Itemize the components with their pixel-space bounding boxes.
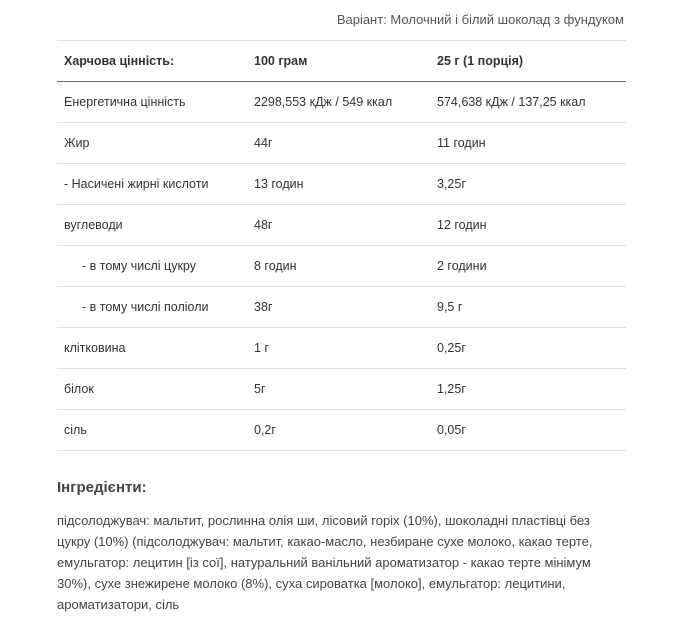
table-row [57,205,626,246]
table-row [57,82,626,123]
header-per-100g: 100 грам [247,41,430,82]
table-row [57,369,626,410]
table-row [57,410,626,451]
row-per-serving: 2 години [430,246,626,287]
row-per-100g: 5г [247,369,430,410]
ingredients-title: Інгредієнти: [57,479,147,496]
row-label: - Насичені жирні кислоти [57,164,247,205]
row-per-100g: 48г [247,205,430,246]
table-row [57,328,626,369]
row-label: клітковина [57,328,247,369]
row-per-100g: 2298,553 кДж / 549 ккал [247,82,430,123]
row-per-serving: 12 годин [430,205,626,246]
variant-label: Варіант: Молочний і білий шоколад з фундуком [336,12,624,27]
row-per-serving: 11 годин [430,123,626,164]
header-nutrition-value: Харчова цінність: [57,41,247,82]
row-per-serving: 0,05г [430,410,626,451]
table-row [57,123,626,164]
row-per-100g: 44г [247,123,430,164]
row-per-100g: 38г [247,287,430,328]
row-per-100g: 13 годин [247,164,430,205]
row-label: білок [57,369,247,410]
row-per-serving: 1,25г [430,369,626,410]
row-per-100g: 1 г [247,328,430,369]
row-per-100g: 8 годин [247,246,430,287]
row-label: - в тому числі поліоли [57,287,247,328]
row-per-serving: 574,638 кДж / 137,25 ккал [430,82,626,123]
table-row [57,287,626,328]
row-label: Енергетична цінність [57,82,247,123]
ingredients-text: підсолоджувач: мальтит, рослинна олія ши, лісовий горіх (10%), шоколадні пластівці без цукру (10%) (підсолоджувач: мальтит, какао-масло, незбиране сухе молоко, какао терте, емульгатор: лецитин [із сої], натуральний ванільний ароматизатор - какао терте мінімум 30%), сухе знежирене молоко (8%), суха сироватка [молоко], емульгатор: лецитини, ароматизатори, сіль [57,513,593,612]
row-label: - в тому числі цукру [57,246,247,287]
table-header-row [57,41,626,82]
row-label: вуглеводи [57,205,247,246]
table-row [57,164,626,205]
row-label: сіль [57,410,247,451]
header-per-serving: 25 г (1 порція) [430,41,626,82]
row-per-serving: 0,25г [430,328,626,369]
row-label: Жир [57,123,247,164]
row-per-100g: 0,2г [247,410,430,451]
row-per-serving: 9,5 г [430,287,626,328]
row-per-serving: 3,25г [430,164,626,205]
table-row [57,246,626,287]
nutrition-table [57,40,626,451]
